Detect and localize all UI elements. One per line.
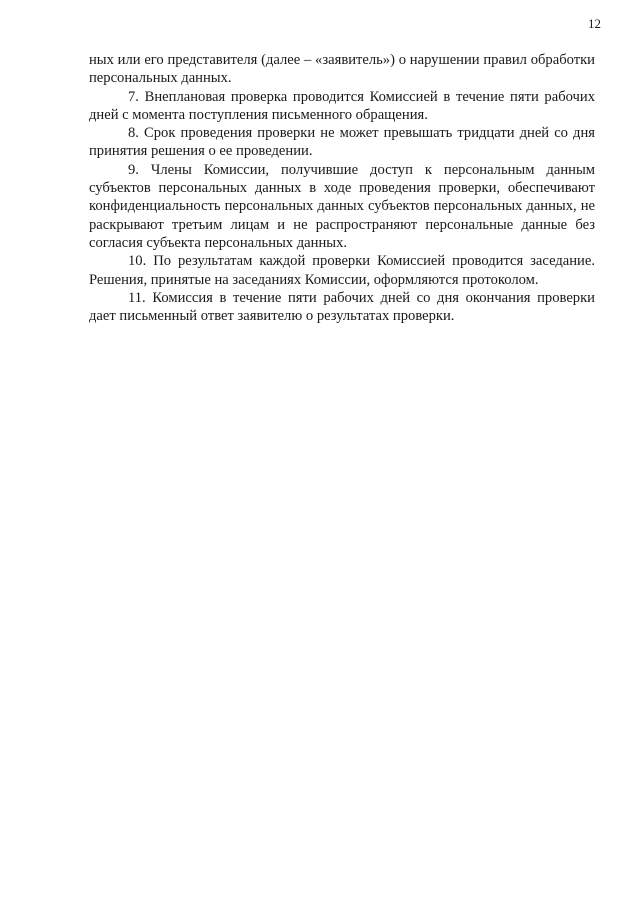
paragraph-9: 9. Члены Комиссии, получившие доступ к персональным данным субъектов персональных данных в ходе проведения проверки, обеспечивают конфиденциальность персональных данных субъектов персональных данных, не раскрывают третьим лицам и не распространяют персональные данные без согласия субъекта персональных данных. [89, 161, 595, 251]
paragraph-8: 8. Срок проведения проверки не может превышать тридцати дней со дня принятия решения о ее проведении. [89, 125, 595, 160]
paragraph-7: 7. Внеплановая проверка проводится Комиссией в течение пяти рабочих дней с момента поступления письменного обращения. [89, 88, 595, 123]
document-body [89, 51, 595, 325]
paragraph-continuation: ных или его представителя (далее – «заявитель») о нарушении правил обработки персональных данных. [89, 52, 595, 87]
paragraph-10: 10. По результатам каждой проверки Комиссией проводится заседание. Решения, принятые на заседаниях Комиссии, оформляются протоколом. [89, 253, 595, 288]
page-number: 12 [588, 16, 601, 31]
paragraph-11: 11. Комиссия в течение пяти рабочих дней со дня окончания проверки дает письменный ответ заявителю о результатах проверки. [89, 289, 595, 325]
